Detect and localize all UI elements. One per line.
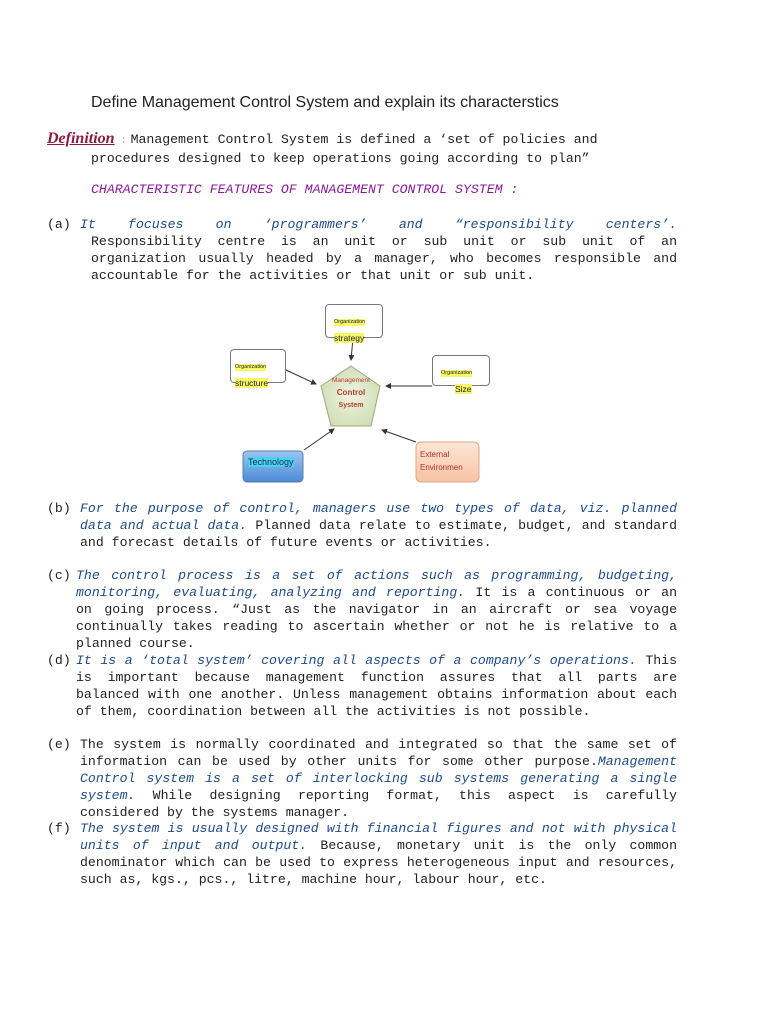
item-c — [47, 567, 677, 652]
size-small-label: Organization — [441, 370, 473, 376]
structure-label: structure — [235, 378, 269, 388]
item-a — [47, 216, 677, 284]
item-a-italic: It focuses on ‘programmers’ and “responsibility centers’. — [80, 217, 677, 232]
arrow-external — [382, 430, 416, 442]
item-f — [47, 820, 677, 888]
item-d-marker: (d) — [47, 653, 71, 668]
center-line-1: Management — [332, 377, 370, 384]
technology-label: Technology — [248, 457, 294, 467]
page-title: Define Management Control System and explain its characterstics — [91, 94, 559, 111]
item-c-marker: (c) — [47, 568, 71, 583]
definition-separator: : — [120, 136, 127, 147]
section-heading: CHARACTERISTIC FEATURES OF MANAGEMENT CONTROL SYSTEM : — [91, 182, 519, 197]
technology-box — [248, 457, 294, 467]
strategy-small-label: Organization — [334, 319, 366, 325]
definition-line-2: procedures designed to keep operations going according to plan” — [91, 151, 590, 166]
item-b — [47, 500, 677, 551]
definition-line-1: Management Control System is defined a ‘set of policies and — [130, 132, 598, 147]
item-e — [47, 736, 677, 821]
definition-label: Definition — [47, 130, 115, 147]
item-e-italic: Management Control system is a set of interlocking sub systems generating a single system. — [80, 754, 677, 803]
arrow-technology — [304, 429, 334, 450]
item-c-italic: The control process is a set of actions such as programming, budgeting, monitoring, evaluating, analyzing and reporting. — [76, 568, 677, 600]
center-label — [321, 376, 381, 412]
item-e-body-2: While designing reporting format, this aspect is carefully considered by the systems manager. — [80, 788, 677, 820]
item-c-body: It is a continuous or an on going process. “Just as the navigator in an aircraft or sea voyage continually takes reading to ascertain whether or not he is relative to a planned course. — [76, 585, 677, 651]
item-a-body: Responsibility centre is an unit or sub unit or sub unit of an organization usually headed by a manager, who becomes responsible and accountable for the activities or that unit or sub unit. — [91, 234, 677, 283]
item-d-body: This is important because management function assures that all parts are balanced with one another. Unless management obtains information about each of them, coordination between all the activities is not possible. — [76, 653, 678, 719]
definition-block — [47, 130, 687, 167]
mcs-diagram — [230, 300, 492, 488]
item-e-marker: (e) — [47, 737, 71, 752]
external-box — [420, 448, 463, 474]
item-f-body: Because, monetary unit is the only common denominator which can be used to express heterogeneous input and resources, such as, kgs., pcs., litre, machine hour, labour hour, etc. — [80, 838, 677, 887]
center-line-3: System — [338, 402, 364, 409]
item-b-marker: (b) — [47, 501, 71, 516]
structure-box — [230, 349, 286, 388]
item-f-marker: (f) — [47, 821, 71, 836]
size-box — [432, 355, 490, 394]
item-f-italic: The system is usually designed with financial figures and not with physical units of input and output. — [80, 821, 677, 853]
size-label: Size — [455, 384, 472, 394]
item-d — [47, 652, 677, 720]
external-line-2: Environmen — [420, 463, 463, 472]
center-line-2: Control — [336, 388, 366, 397]
item-a-marker: (a) — [47, 217, 71, 232]
item-d-italic: It is a ‘total system’ covering all aspects of a company’s operations. — [76, 653, 637, 668]
item-e-body-1: The system is normally coordinated and integrated so that the same set of information can be used by other units for some other purpose. — [80, 737, 677, 769]
strategy-box — [325, 304, 383, 343]
item-b-italic: For the purpose of control, managers use two types of data, viz. planned data and actual data. — [80, 501, 677, 533]
strategy-label: strategy — [334, 333, 365, 343]
external-line-1: External — [420, 450, 450, 459]
arrow-structure — [286, 370, 316, 384]
item-b-body: Planned data relate to estimate, budget, and standard and forecast details of future events or activities. — [80, 518, 677, 550]
structure-small-label: Organization — [235, 364, 267, 370]
